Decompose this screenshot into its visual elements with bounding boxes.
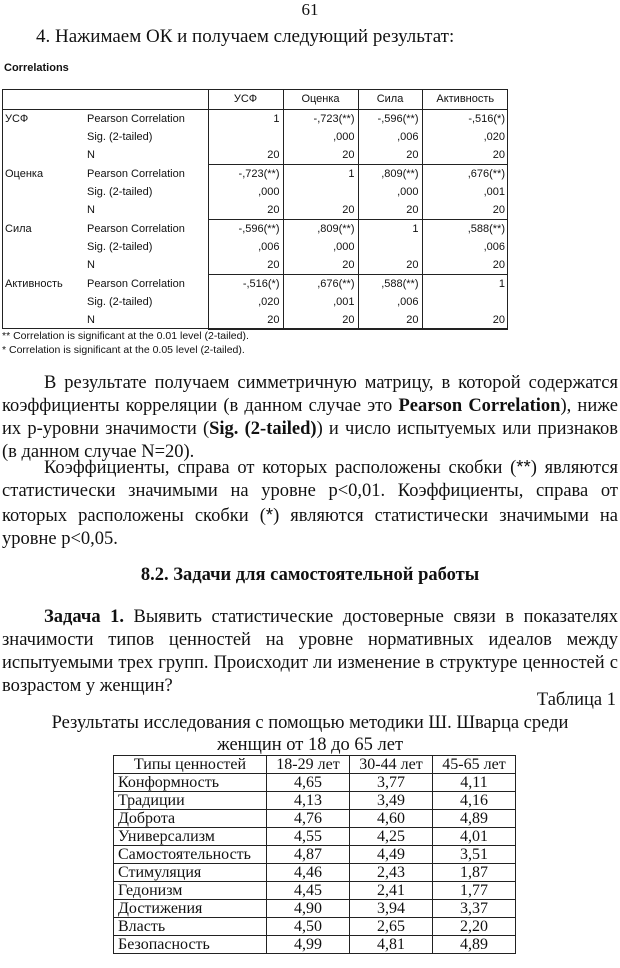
value-score: 2,41 xyxy=(350,882,433,900)
correlation-cell: 20 xyxy=(358,201,422,220)
statistic-label: Sig. (2-tailed) xyxy=(87,241,153,253)
correlations-row xyxy=(2,110,508,129)
variable-label xyxy=(2,146,84,165)
values-header: Типы ценностей xyxy=(114,756,267,774)
correlation-cell: 20 xyxy=(283,146,358,165)
value-score: 4,45 xyxy=(267,882,350,900)
bold-term-sig: Sig. (2-tailed) xyxy=(209,419,317,439)
correlation-cell: 20 xyxy=(208,256,283,275)
variable-label: Активность xyxy=(5,277,63,290)
correlation-cell: 20 xyxy=(283,201,358,220)
correlation-cell: ,588(**) xyxy=(358,275,422,294)
value-score: 4,87 xyxy=(267,846,350,864)
value-score: 4,60 xyxy=(350,810,433,828)
correlation-cell: 20 xyxy=(358,311,422,330)
correlation-cell: ,000 xyxy=(208,183,283,201)
value-score: 1,77 xyxy=(433,882,516,900)
values-row xyxy=(114,846,516,864)
value-score: 4,89 xyxy=(433,810,516,828)
values-row xyxy=(114,936,516,954)
footnote-005-level: * Correlation is significant at the 0.05 level (2-tailed). xyxy=(2,344,245,356)
variable-label xyxy=(2,256,84,275)
statistic-label: Sig. (2-tailed) xyxy=(87,131,153,143)
correlation-cell: ,000 xyxy=(358,183,422,201)
values-header: 45-65 лет xyxy=(433,756,516,774)
correlation-cell: 20 xyxy=(422,256,508,275)
correlation-cell: 20 xyxy=(422,146,508,165)
variable-label: Сила xyxy=(5,222,32,235)
value-type-name: Традиции xyxy=(114,792,267,810)
paragraph-significance xyxy=(2,455,618,551)
value-score: 1,87 xyxy=(433,864,516,882)
correlations-row xyxy=(2,275,508,294)
variable-label xyxy=(2,128,84,146)
statistic-label: Pearson Correlation xyxy=(87,113,185,125)
correlations-row xyxy=(2,165,508,184)
correlation-cell: 20 xyxy=(422,311,508,330)
table-label: Таблица 1 xyxy=(536,690,616,710)
value-type-name: Безопасность xyxy=(114,936,267,954)
correlations-row xyxy=(2,201,508,220)
correlation-cell: ,676(**) xyxy=(283,275,358,294)
values-row xyxy=(114,792,516,810)
values-table xyxy=(113,755,516,954)
correlation-cell: -,596(**) xyxy=(358,110,422,129)
correlation-cell xyxy=(208,128,283,146)
value-score: 4,25 xyxy=(350,828,433,846)
variable-label: Оценка xyxy=(5,167,44,180)
double-asterisk: ** xyxy=(516,456,531,477)
value-type-name: Власть xyxy=(114,918,267,936)
page-number: 61 xyxy=(301,0,319,19)
value-type-name: Доброта xyxy=(114,810,267,828)
value-score: 4,16 xyxy=(433,792,516,810)
statistic-label: N xyxy=(87,259,95,272)
correlations-row xyxy=(2,256,508,275)
statistic-label: Sig. (2-tailed) xyxy=(87,296,153,308)
value-score: 4,76 xyxy=(267,810,350,828)
header-blank xyxy=(2,89,84,110)
correlation-cell: 20 xyxy=(208,311,283,330)
correlation-cell: 1 xyxy=(358,220,422,239)
correlations-row xyxy=(2,146,508,165)
value-type-name: Самостоятельность xyxy=(114,846,267,864)
correlation-cell xyxy=(283,183,358,201)
text-run: Коэффициенты, справа от которых расположены скобки ( xyxy=(44,458,517,478)
correlations-body xyxy=(2,110,508,330)
correlation-cell: ,006 xyxy=(358,293,422,311)
single-asterisk: * xyxy=(265,504,274,525)
value-type-name: Достижения xyxy=(114,900,267,918)
correlation-cell: 20 xyxy=(283,256,358,275)
correlation-cell: -,516(*) xyxy=(208,275,283,294)
column-header: УСФ xyxy=(208,89,283,110)
value-score: 2,43 xyxy=(350,864,433,882)
correlation-cell: 20 xyxy=(208,146,283,165)
column-header: Сила xyxy=(358,89,422,110)
value-score: 3,51 xyxy=(433,846,516,864)
correlations-row xyxy=(2,311,508,330)
value-score: 4,13 xyxy=(267,792,350,810)
table-caption xyxy=(40,712,580,756)
value-score: 3,37 xyxy=(433,900,516,918)
values-header: 18-29 лет xyxy=(267,756,350,774)
variable-label xyxy=(2,183,84,201)
correlation-cell: 20 xyxy=(422,201,508,220)
values-row xyxy=(114,900,516,918)
correlations-row xyxy=(2,293,508,311)
text-run: ), ниже их р-уровни значимости ( xyxy=(2,396,618,439)
value-score: 2,65 xyxy=(350,918,433,936)
correlation-cell: ,001 xyxy=(422,183,508,201)
correlation-cell: ,588(**) xyxy=(422,220,508,239)
correlation-cell: 20 xyxy=(208,201,283,220)
task-text: Выявить статистические достоверные связи в показателях значимости типов ценностей на уровне нормативных идеалов между испытуемыми трех групп. Происходит ли изменение в структуре ценностей с возрастом у женщин? xyxy=(2,607,618,696)
task-paragraph xyxy=(2,606,618,698)
values-row xyxy=(114,882,516,900)
correlation-cell: 1 xyxy=(208,110,283,129)
statistic-label: N xyxy=(87,314,95,327)
paragraph-symmetric-matrix xyxy=(2,372,618,464)
value-score: 4,49 xyxy=(350,846,433,864)
values-header: 30-44 лет xyxy=(350,756,433,774)
correlation-cell: -,723(**) xyxy=(208,165,283,184)
correlation-cell: -,516(*) xyxy=(422,110,508,129)
value-score: 4,99 xyxy=(267,936,350,954)
correlation-cell: ,006 xyxy=(358,128,422,146)
value-score: 3,49 xyxy=(350,792,433,810)
variable-label xyxy=(2,238,84,256)
footnote-001-level: ** Correlation is significant at the 0.01 level (2-tailed). xyxy=(2,330,249,342)
bold-term-pearson: Pearson Correlation xyxy=(398,396,561,416)
values-row xyxy=(114,918,516,936)
values-row xyxy=(114,810,516,828)
values-row xyxy=(114,774,516,792)
values-body xyxy=(114,774,516,954)
value-score: 4,90 xyxy=(267,900,350,918)
values-row xyxy=(114,864,516,882)
value-score: 4,50 xyxy=(267,918,350,936)
correlation-cell: ,006 xyxy=(208,238,283,256)
text-run: В результате получаем симметричную матрицу, в которой содержатся коэффициенты корреляции (в данном случае это xyxy=(2,373,618,416)
statistic-label: N xyxy=(87,149,95,162)
value-score: 4,65 xyxy=(267,774,350,792)
header-blank xyxy=(84,89,208,110)
statistic-label: Pearson Correlation xyxy=(87,167,185,180)
statistic-label: Sig. (2-tailed) xyxy=(87,186,153,198)
statistic-label: N xyxy=(87,204,95,217)
value-score: 4,01 xyxy=(433,828,516,846)
variable-label xyxy=(2,311,84,330)
task-label: Задача 1. xyxy=(44,607,124,627)
value-score: 3,77 xyxy=(350,774,433,792)
variable-label: УСФ xyxy=(5,113,29,125)
correlations-row xyxy=(2,183,508,201)
text-run: ) являются статистически значимыми на уровне p<0,05. xyxy=(2,506,618,549)
correlation-cell xyxy=(358,238,422,256)
variable-label xyxy=(2,293,84,311)
correlation-cell: -,596(**) xyxy=(208,220,283,239)
correlation-cell: ,006 xyxy=(422,238,508,256)
correlations-row xyxy=(2,238,508,256)
correlation-cell: 1 xyxy=(283,165,358,184)
value-score: 4,89 xyxy=(433,936,516,954)
value-type-name: Гедонизм xyxy=(114,882,267,900)
correlations-row xyxy=(2,128,508,146)
correlation-cell: ,001 xyxy=(283,293,358,311)
correlation-cell: ,809(**) xyxy=(358,165,422,184)
value-score: 4,11 xyxy=(433,774,516,792)
correlation-cell: 20 xyxy=(283,311,358,330)
section-heading: 8.2. Задачи для самостоятельной работы xyxy=(140,565,480,585)
correlations-title: Correlations xyxy=(4,62,69,74)
text-run: ) и число испытуемых или признаков (в данном случае N=20). xyxy=(2,419,618,462)
correlation-cell xyxy=(422,293,508,311)
variable-label xyxy=(2,201,84,220)
correlation-cell: 1 xyxy=(422,275,508,294)
correlations-header-row xyxy=(2,89,508,110)
correlation-cell: ,020 xyxy=(208,293,283,311)
column-header: Активность xyxy=(422,89,508,110)
correlation-cell: 20 xyxy=(358,146,422,165)
value-type-name: Конформность xyxy=(114,774,267,792)
value-score: 4,55 xyxy=(267,828,350,846)
value-type-name: Универсализм xyxy=(114,828,267,846)
correlations-table xyxy=(2,89,508,330)
correlations-row xyxy=(2,220,508,239)
correlation-cell: ,676(**) xyxy=(422,165,508,184)
correlation-cell: ,020 xyxy=(422,128,508,146)
column-header: Оценка xyxy=(283,89,358,110)
value-score: 4,46 xyxy=(267,864,350,882)
values-header-row xyxy=(114,756,516,774)
statistic-label: Pearson Correlation xyxy=(87,222,185,235)
statistic-label: Pearson Correlation xyxy=(87,277,185,290)
values-row xyxy=(114,828,516,846)
value-score: 4,81 xyxy=(350,936,433,954)
value-score: 2,20 xyxy=(433,918,516,936)
correlation-cell: ,000 xyxy=(283,238,358,256)
text-run: ) являются статистически значимыми на уровне p<0,01. Коэффициенты, справа от которых расположены скобки ( xyxy=(2,458,618,526)
caption-line: женщин от 18 до 65 лет xyxy=(216,735,404,755)
value-score: 3,94 xyxy=(350,900,433,918)
step-instruction: 4. Нажимаем ОК и получаем следующий результат: xyxy=(36,26,455,47)
correlation-cell: ,809(**) xyxy=(283,220,358,239)
caption-line: Результаты исследования с помощью методики Ш. Шварца среди xyxy=(51,713,569,733)
value-type-name: Стимуляция xyxy=(114,864,267,882)
correlation-cell: ,000 xyxy=(283,128,358,146)
correlation-cell: 20 xyxy=(358,256,422,275)
correlation-cell: -,723(**) xyxy=(283,110,358,129)
